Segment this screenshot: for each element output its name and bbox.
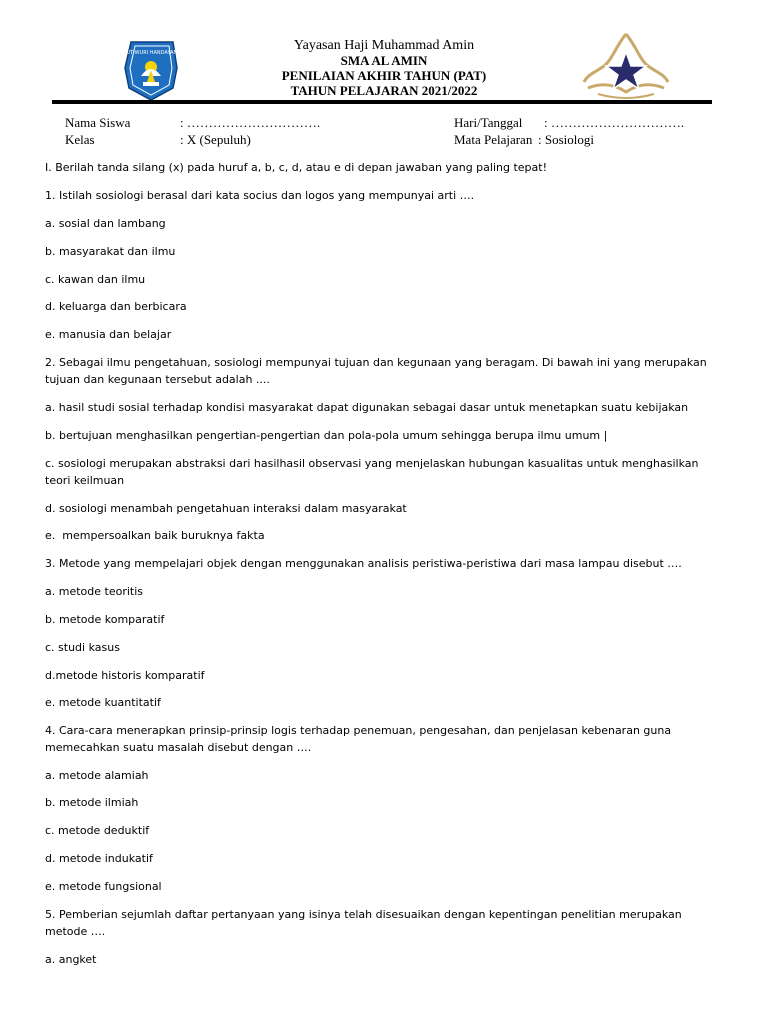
answer-option: e. metode fungsional bbox=[45, 880, 162, 893]
answer-option: b. bertujuan menghasilkan pengertian-pengertian dan pola-pola umum sehingga berupa ilmu umum | bbox=[45, 429, 608, 442]
answer-option: c. sosiologi merupakan abstraksi dari hasilhasil observasi yang menjelaskan hubungan kasualitas untuk menghasilkan teori keilmuan bbox=[45, 457, 699, 487]
question-2: 2. Sebagai ilmu pengetahuan, sosiologi mempunyai tujuan dan kegunaan yang beragam. Di bawah ini yang merupakan tujuan dan kegunaan tersebut adalah .... bbox=[45, 356, 707, 386]
student-name-field: : …………………………. bbox=[180, 115, 321, 130]
instruction: I. Berilah tanda silang (x) pada huruf a, b, c, d, atau e di depan jawaban yang paling tepat! bbox=[45, 161, 547, 174]
header-divider bbox=[52, 100, 712, 104]
answer-option: a. metode teoritis bbox=[45, 585, 143, 598]
question-5: 5. Pemberian sejumlah daftar pertanyaan yang isinya telah disesuaikan dengan kepentingan penelitian merupakan metode …. bbox=[45, 908, 682, 938]
answer-option: d. keluarga dan berbicara bbox=[45, 300, 187, 313]
subject-label: Mata Pelajaran bbox=[454, 132, 533, 147]
answer-option: a. metode alamiah bbox=[45, 769, 149, 782]
answer-option: a. hasil studi sosial terhadap kondisi masyarakat dapat digunakan sebagai dasar untuk menetapkan suatu kebijakan bbox=[45, 401, 689, 414]
date-field: : …………………………. bbox=[544, 115, 685, 130]
answer-option: b. masyarakat dan ilmu bbox=[45, 245, 176, 258]
question-1: 1. Istilah sosiologi berasal dari kata socius dan logos yang mempunyai arti …. bbox=[45, 189, 475, 202]
answer-option: c. metode deduktif bbox=[45, 824, 150, 837]
answer-option: c. studi kasus bbox=[45, 641, 120, 654]
exam-title: PENILAIAN AKHIR TAHUN (PAT) bbox=[281, 68, 487, 83]
student-name-label: Nama Siswa bbox=[65, 115, 131, 130]
academic-year: TAHUN PELAJARAN 2021/2022 bbox=[290, 83, 478, 98]
school-name: SMA AL AMIN bbox=[340, 53, 428, 68]
question-4: 4. Cara-cara menerapkan prinsip-prinsip logis terhadap penemuan, pengesahan, dan penjelasan kebenaran guna memecahkan suatu masalah disebut dengan …. bbox=[45, 724, 672, 754]
answer-option: e. mempersoalkan baik buruknya fakta bbox=[45, 529, 265, 542]
answer-option: a. sosial dan lambang bbox=[45, 217, 166, 230]
subject-value: : Sosiologi bbox=[538, 132, 594, 147]
answer-option: b. metode ilmiah bbox=[45, 796, 139, 809]
answer-option: e. manusia dan belajar bbox=[45, 328, 172, 341]
answer-option: e. metode kuantitatif bbox=[45, 696, 161, 709]
answer-option: d.metode historis komparatif bbox=[45, 669, 205, 682]
question-3: 3. Metode yang mempelajari objek dengan menggunakan analisis peristiwa-peristiwa dari masa lampau disebut …. bbox=[45, 557, 682, 570]
foundation-name: Yayasan Haji Muhammad Amin bbox=[293, 38, 475, 53]
class-label: Kelas bbox=[65, 132, 95, 147]
class-value: : X (Sepuluh) bbox=[180, 132, 251, 147]
answer-option: c. kawan dan ilmu bbox=[45, 273, 146, 286]
answer-option: a. angket bbox=[45, 953, 97, 966]
answer-option: d. sosiologi menambah pengetahuan interaksi dalam masyarakat bbox=[45, 502, 407, 515]
date-label: Hari/Tanggal bbox=[454, 115, 523, 130]
answer-option: b. metode komparatif bbox=[45, 613, 165, 626]
logo-motto: TUT WURI HANDAYANI bbox=[123, 50, 179, 56]
answer-option: d. metode indukatif bbox=[45, 852, 153, 865]
